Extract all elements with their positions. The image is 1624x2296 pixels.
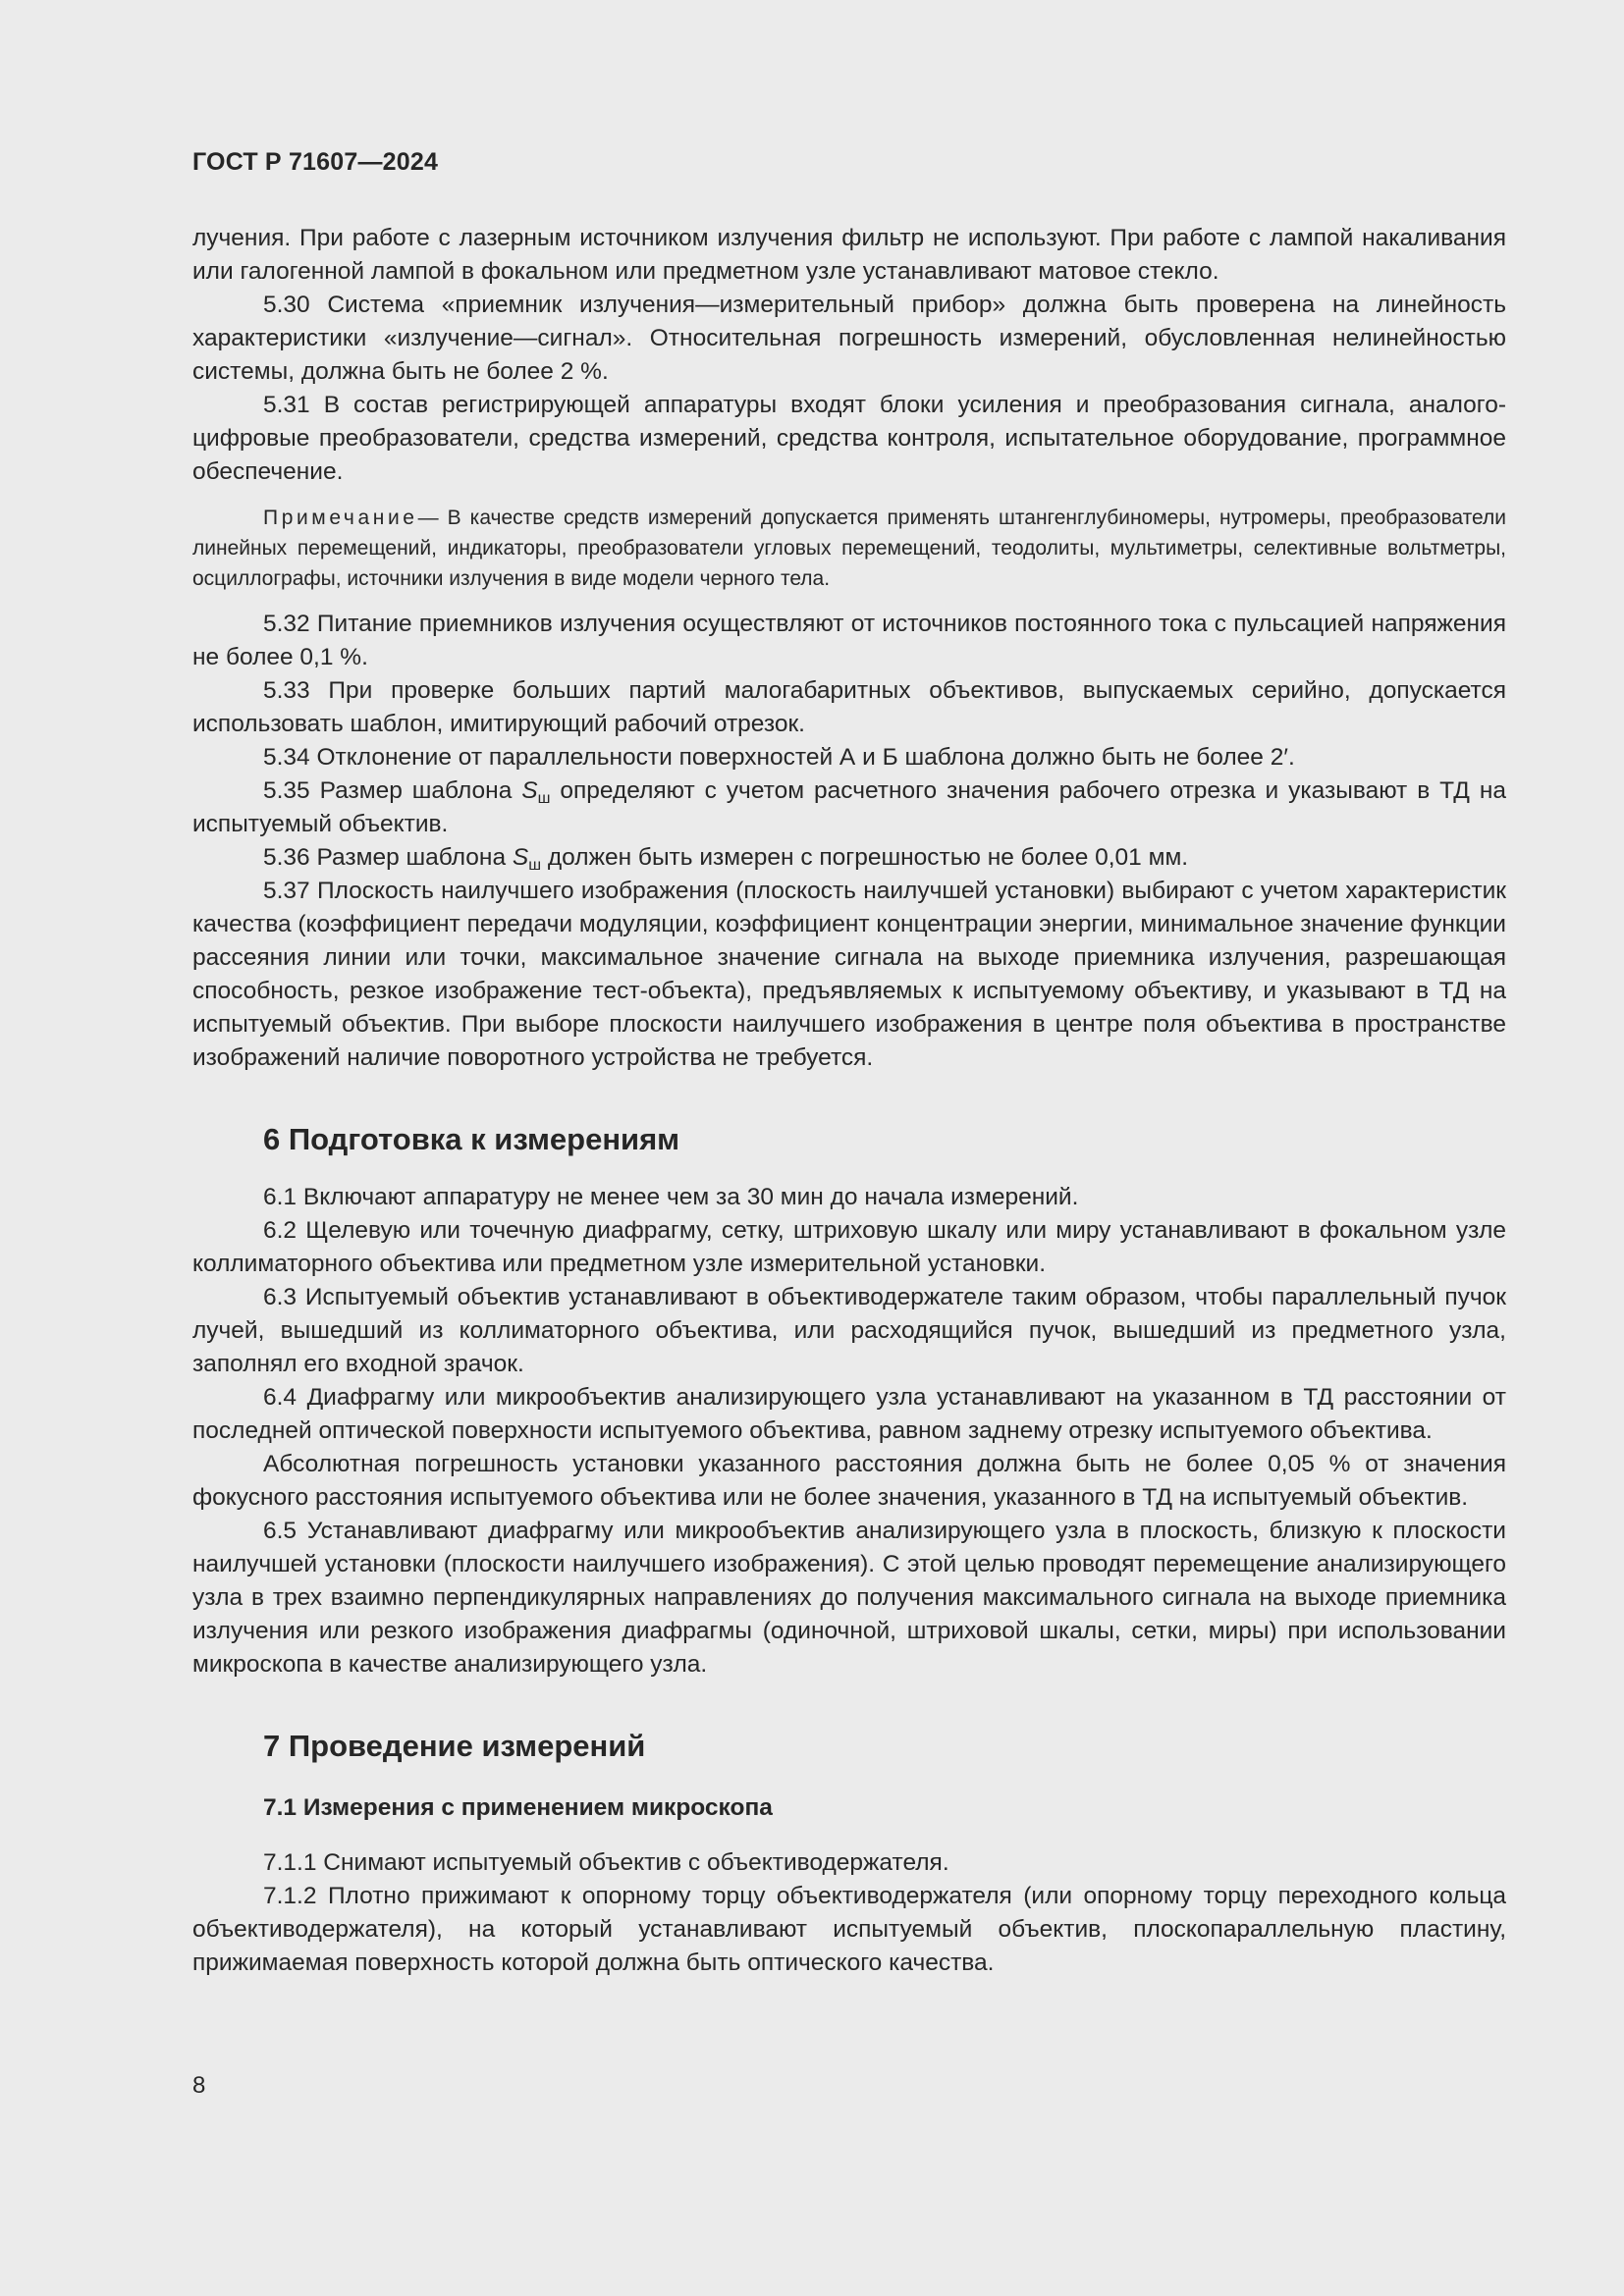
note-label: Примечание: [263, 507, 418, 529]
clause-6-5: 6.5 Устанавливают диафрагму или микрообъектив анализирующего узла в плоскость, близкую к плоскости наилучшей установки (плоскости наилучшего изображения). С этой целью проводят перемещение анализирующего узла в трех взаимно перпендикулярных направлениях до получения максимального сигнала на выходе приемника излучения или резкого изображения диафрагмы (одиночной, штриховой шкалы, сетки, миры) при использовании микроскопа в качестве анализирующего узла.: [192, 1518, 1506, 1678]
symbol-s-subscript: ш: [537, 790, 551, 807]
clause-5-36: [192, 841, 1506, 875]
clause-5-35: [192, 774, 1506, 841]
paragraph-continuation: лучения. При работе с лазерным источником излучения фильтр не используют. При работе с лампой накаливания или галогенной лампой в фокальном или предметном узле устанавливают матовое стекло.: [192, 225, 1506, 285]
symbol-s: S: [512, 844, 529, 871]
symbol-s: S: [521, 777, 538, 804]
clause-7-1-2: 7.1.2 Плотно прижимают к опорному торцу объективодержателя (или опорному торцу переходного кольца объективодержателя), на который устанавливают испытуемый объектив, плоскопараллельную пластину, прижимаемая поверхность которой должна быть оптического качества.: [192, 1883, 1506, 1976]
clause-5-36-text-b: должен быть измерен с погрешностью не более 0,01 мм.: [541, 844, 1189, 871]
clause-6-4: 6.4 Диафрагму или микрообъектив анализирующего узла устанавливают на указанном в ТД расстоянии от последней оптической поверхности испытуемого объектива, равном заднему отрезку испытуемого объектива.: [192, 1384, 1506, 1444]
section-7-heading: 7 Проведение измерений: [263, 1729, 646, 1763]
page-number: 8: [192, 2072, 206, 2099]
clause-5-35-text-a: 5.35 Размер шаблона: [263, 777, 522, 804]
subsection-7-1-heading: 7.1 Измерения с применением микроскопа: [263, 1794, 773, 1821]
symbol-s-subscript: ш: [528, 857, 542, 874]
clause-6-3: 6.3 Испытуемый объектив устанавливают в объективодержателе таким образом, чтобы параллельный пучок лучей, вышедший из коллиматорного объектива, или расходящийся пучок, вышедший из предметного узла, заполнял его входной зрачок.: [192, 1284, 1506, 1377]
clause-5-31: 5.31 В состав регистрирующей аппаратуры входят блоки усиления и преобразования сигнала, аналого-цифровые преобразователи, средства измерений, средства контроля, испытательное оборудование, программное обеспечение.: [192, 392, 1506, 485]
clause-5-33: 5.33 При проверке больших партий малогабаритных объективов, выпускаемых серийно, допускается использовать шаблон, имитирующий рабочий отрезок.: [192, 677, 1506, 737]
clause-5-35-text-b: определяют с учетом расчетного значения рабочего отрезка и указывают в ТД на испытуемый объектив.: [192, 777, 1506, 837]
note: [192, 503, 1506, 594]
clause-6-1: 6.1 Включают аппаратуру не менее чем за 30 мин до начала измерений.: [263, 1184, 1079, 1210]
clause-7-1-1: 7.1.1 Снимают испытуемый объектив с объективодержателя.: [263, 1849, 949, 1876]
clause-5-34: 5.34 Отклонение от параллельности поверхностей А и Б шаблона должно быть не более 2′.: [263, 744, 1295, 771]
note-text: — В качестве средств измерений допускается применять штангенглубиномеры, нутромеры, преобразователи линейных перемещений, индикаторы, преобразователи угловых перемещений, теодолиты, мультиметры, селективные вольтметры, осциллографы, источники излучения в виде модели черного тела.: [192, 507, 1506, 590]
clause-6-2: 6.2 Щелевую или точечную диафрагму, сетку, штриховую шкалу или миру устанавливают в фокальном узле коллиматорного объектива или предметном узле измерительной установки.: [192, 1217, 1506, 1277]
page-content: [192, 222, 1506, 1980]
clause-5-37: 5.37 Плоскость наилучшего изображения (плоскость наилучшей установки) выбирают с учетом характеристик качества (коэффициент передачи модуляции, коэффициент концентрации энергии, минимальное значение функции рассеяния линии или точки, максимальное значение сигнала на выходе приемника излучения, разрешающая способность, резкое изображение тест-объекта), предъявляемых к испытуемому объективу, и указывают в ТД на испытуемый объектив. При выборе плоскости наилучшего изображения в центре поля объектива в пространстве изображений наличие поворотного устройства не требуется.: [192, 878, 1506, 1071]
clause-5-30: 5.30 Система «приемник излучения—измерительный прибор» должна быть проверена на линейность характеристики «излучение—сигнал». Относительная погрешность измерений, обусловленная нелинейностью системы, должна быть не более 2 %.: [192, 292, 1506, 385]
clause-5-36-text-a: 5.36 Размер шаблона: [263, 844, 513, 871]
section-6-heading: 6 Подготовка к измерениям: [263, 1122, 680, 1156]
clause-6-4-accuracy: Абсолютная погрешность установки указанного расстояния должна быть не более 0,05 % от значения фокусного расстояния испытуемого объектива или не более значения, указанного в ТД на испытуемый объектив.: [192, 1451, 1506, 1511]
clause-5-32: 5.32 Питание приемников излучения осуществляют от источников постоянного тока с пульсацией напряжения не более 0,1 %.: [192, 611, 1506, 670]
standard-header: ГОСТ Р 71607—2024: [192, 148, 439, 176]
